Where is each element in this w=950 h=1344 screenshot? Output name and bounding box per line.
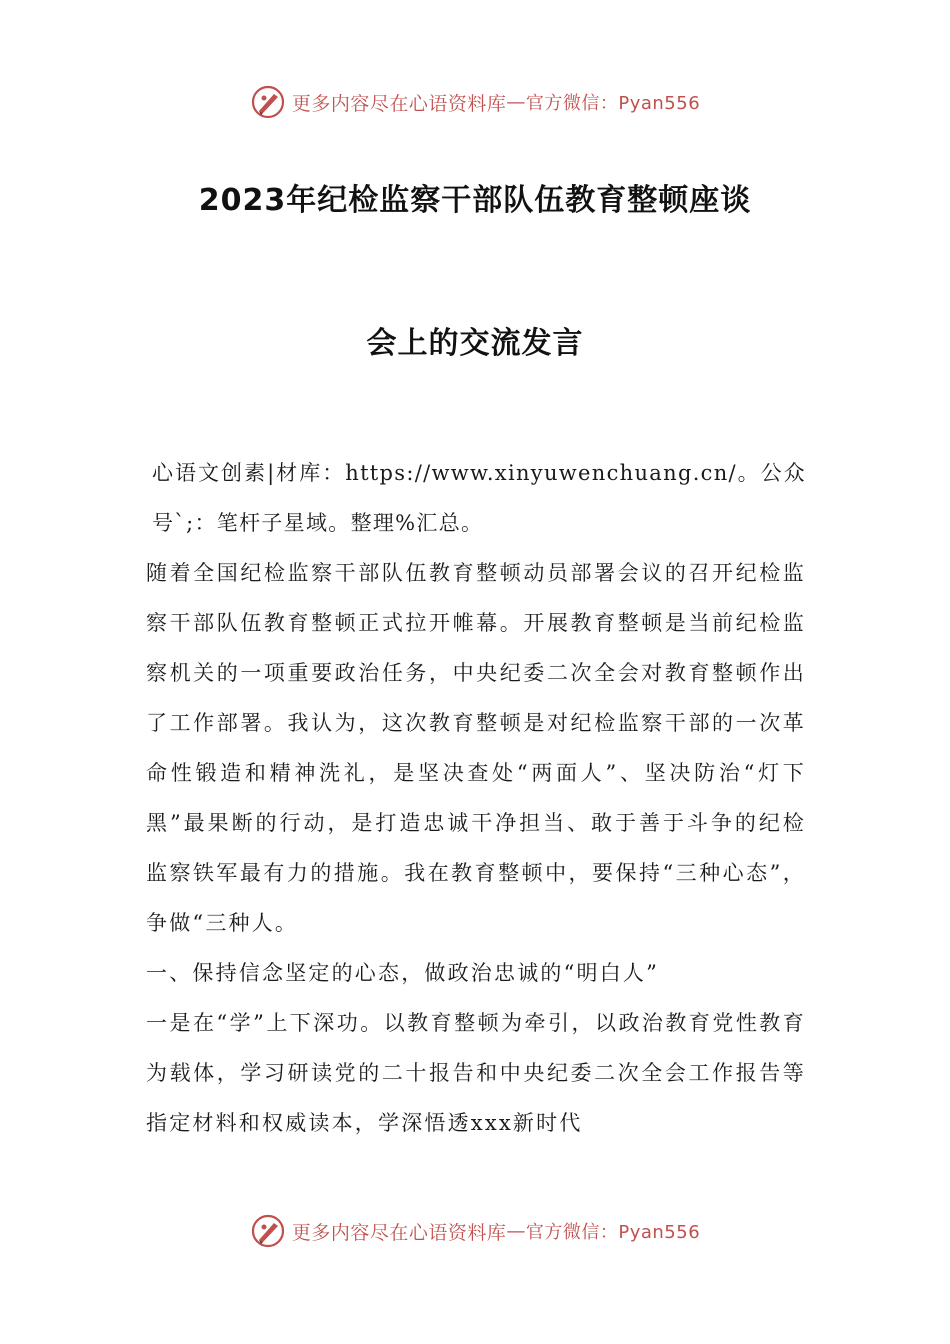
section-heading: 一、保持信念坚定的心态，做政治忠诚的“明白人” xyxy=(146,961,660,985)
watermark-wechat: 官方微信：Pyan556 xyxy=(525,1222,701,1243)
watermark-separator: — xyxy=(506,1220,526,1242)
document-title-line-2: 会上的交流发言 xyxy=(366,326,584,361)
watermark-separator: — xyxy=(506,91,526,113)
document-title-line-1: 2023年纪检监察干部队伍教育整顿座谈 xyxy=(198,183,752,218)
watermark-text: 更多内容尽在心语资料库 xyxy=(291,92,507,115)
body-paragraph: 一是在“学”上下深功。以教育整顿为牵引，以政治教育党性教育为载体，学习研读党的二十报告和中央纪委二次全会工作报告等指定材料和权威读本，学深悟透xxx新时代 xyxy=(146,1011,806,1135)
document-body xyxy=(146,448,806,1148)
watermark-banner-top xyxy=(0,82,950,122)
body-paragraph: 随着全国纪检监察干部队伍教育整顿动员部署会议的召开纪检监察干部队伍教育整顿正式拉开帷幕。开展教育整顿是当前纪检监察机关的一项重要政治任务，中央纪委二次全会对教育整顿作出了工作部署。我认为，这次教育整顿是对纪检监察干部的一次革命性锻造和精神洗礼，是坚决查处“两面人”、坚决防治“灯下黑”最果断的行动，是打造忠诚干净担当、敢于善于斗争的纪检监察铁军最有力的措施。我在教育整顿中，要保持“三种心态”，争做“三种人。 xyxy=(146,561,806,935)
watermark-text: 更多内容尽在心语资料库 xyxy=(291,1221,507,1244)
pen-logo-icon xyxy=(250,1213,286,1249)
source-note-paragraph: 心语文创素|材库：https://www.xinyuwenchuang.cn/。公众号`;：笔杆子星域。整理%汇总。 xyxy=(152,461,806,535)
watermark-wechat: 官方微信：Pyan556 xyxy=(525,93,701,114)
pen-logo-icon xyxy=(250,84,286,120)
watermark-banner-bottom xyxy=(0,1211,950,1251)
